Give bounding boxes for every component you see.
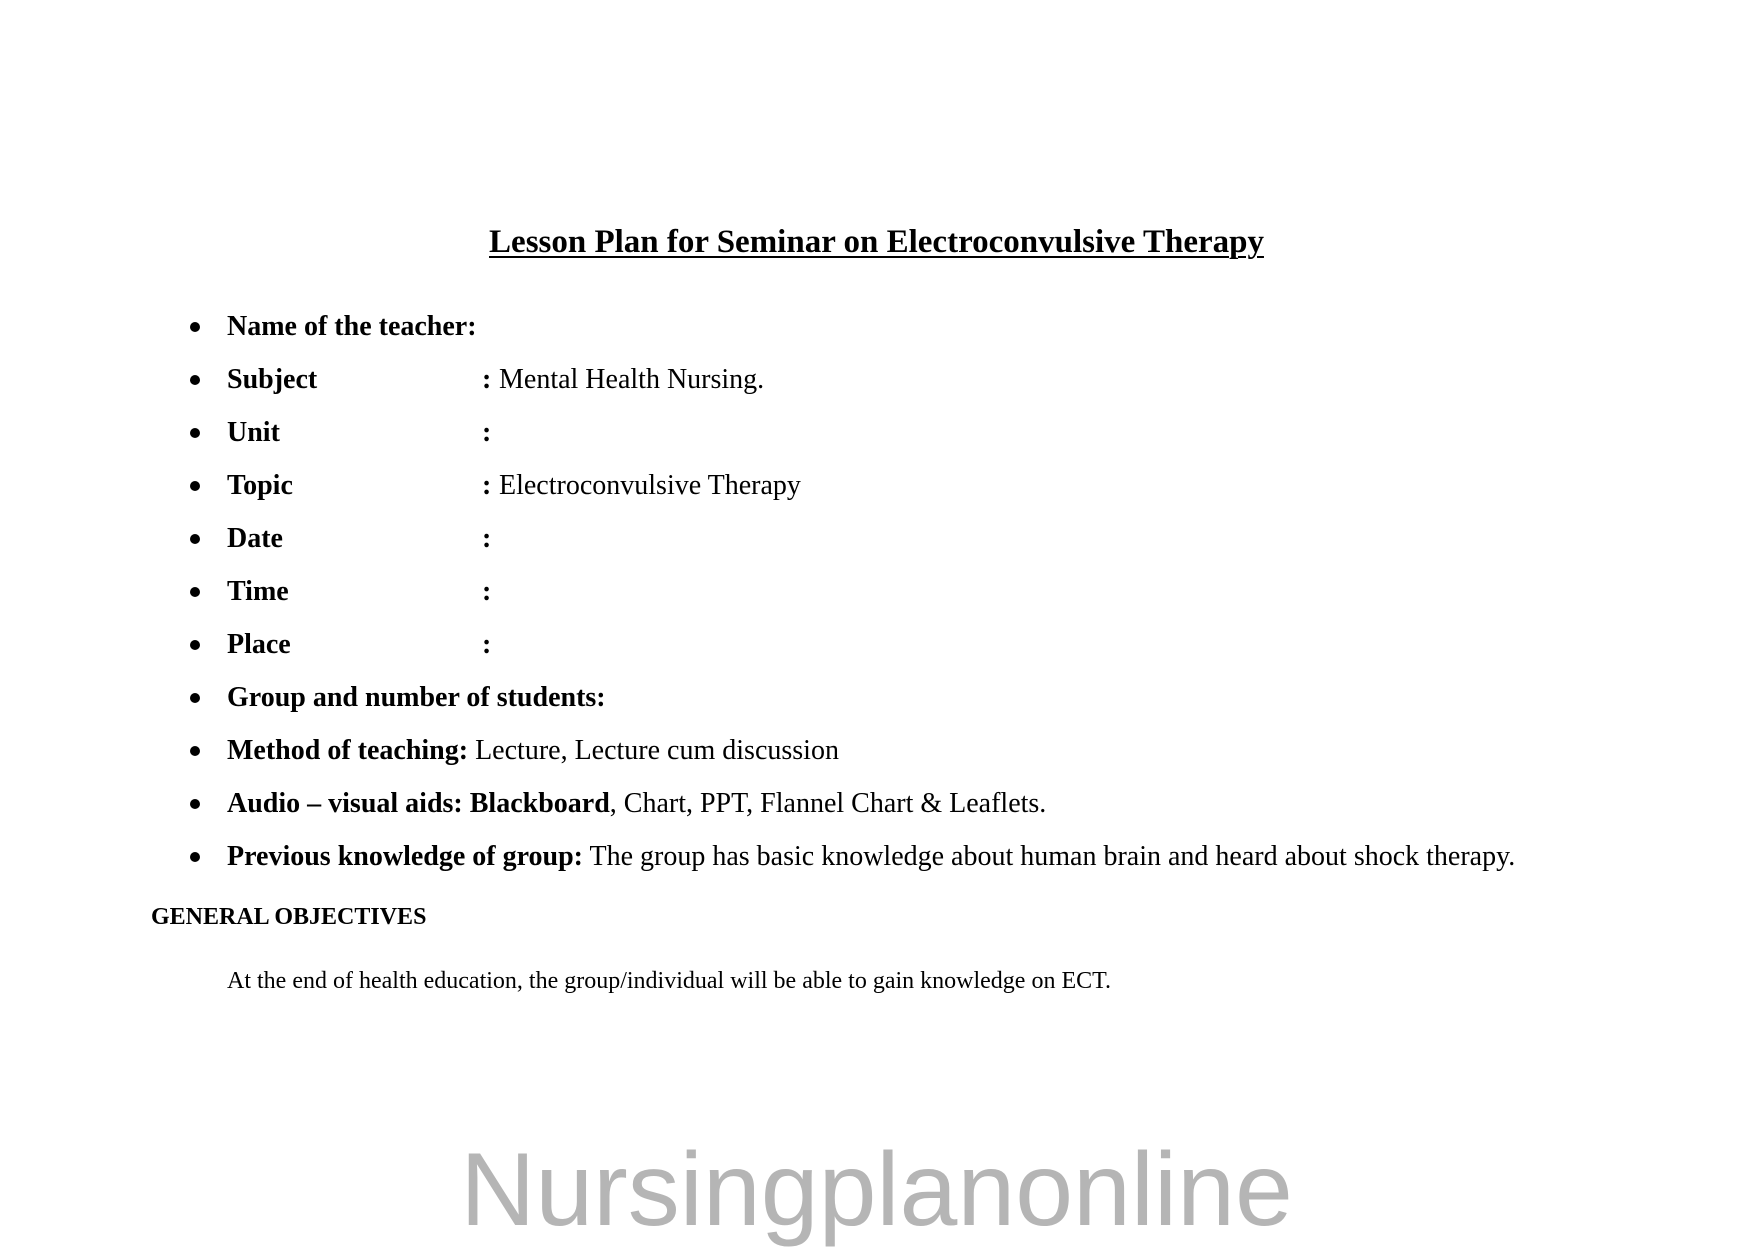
aids-label: Audio – visual aids: Blackboard [227,788,610,819]
bullet-icon [190,534,200,544]
method-label: Method of teaching: [227,735,469,766]
page-title: Lesson Plan for Seminar on Electroconvulsive Therapy [489,224,1264,260]
date-label: Date [227,523,283,554]
place-label: Place [227,629,291,660]
aids-line [227,777,1046,830]
subject-colon: : [482,364,492,395]
bullet-icon [190,693,200,703]
bullet-icon [190,799,200,809]
bullet-icon [190,587,200,597]
subject-label: Subject [227,364,318,395]
previous-label: Previous knowledge of group: [227,841,583,872]
bullet-icon [190,481,200,491]
unit-colon: : [482,417,492,448]
general-objectives-heading: GENERAL OBJECTIVES [151,904,427,930]
previous-line [227,830,1515,883]
method-value: Lecture, Lecture cum discussion [468,735,839,766]
aids-value: , Chart, PPT, Flannel Chart & Leaflets. [609,788,1047,819]
watermark: Nursingplanonline [460,1132,1293,1248]
unit-label: Unit [227,417,280,448]
teacher-label: Name of the teacher: [227,311,477,342]
bullet-icon [190,640,200,650]
previous-value: The group has basic knowledge about human brain and heard about shock therapy. [583,841,1516,872]
bullet-icon [190,375,200,385]
bullet-icon [190,852,200,862]
method-line [227,724,839,777]
topic-value: Electroconvulsive Therapy [499,470,801,501]
time-label: Time [227,576,289,607]
group-label: Group and number of students: [227,682,606,713]
bullet-icon [190,746,200,756]
time-colon: : [482,576,492,607]
topic-colon: : [482,470,492,501]
date-colon: : [482,523,492,554]
topic-label: Topic [227,470,293,501]
bullet-icon [190,428,200,438]
place-colon: : [482,629,492,660]
bullet-icon [190,322,200,332]
subject-value: Mental Health Nursing. [499,364,765,395]
general-objectives-text: At the end of health education, the group/individual will be able to gain knowledge on ECT. [227,968,1112,994]
